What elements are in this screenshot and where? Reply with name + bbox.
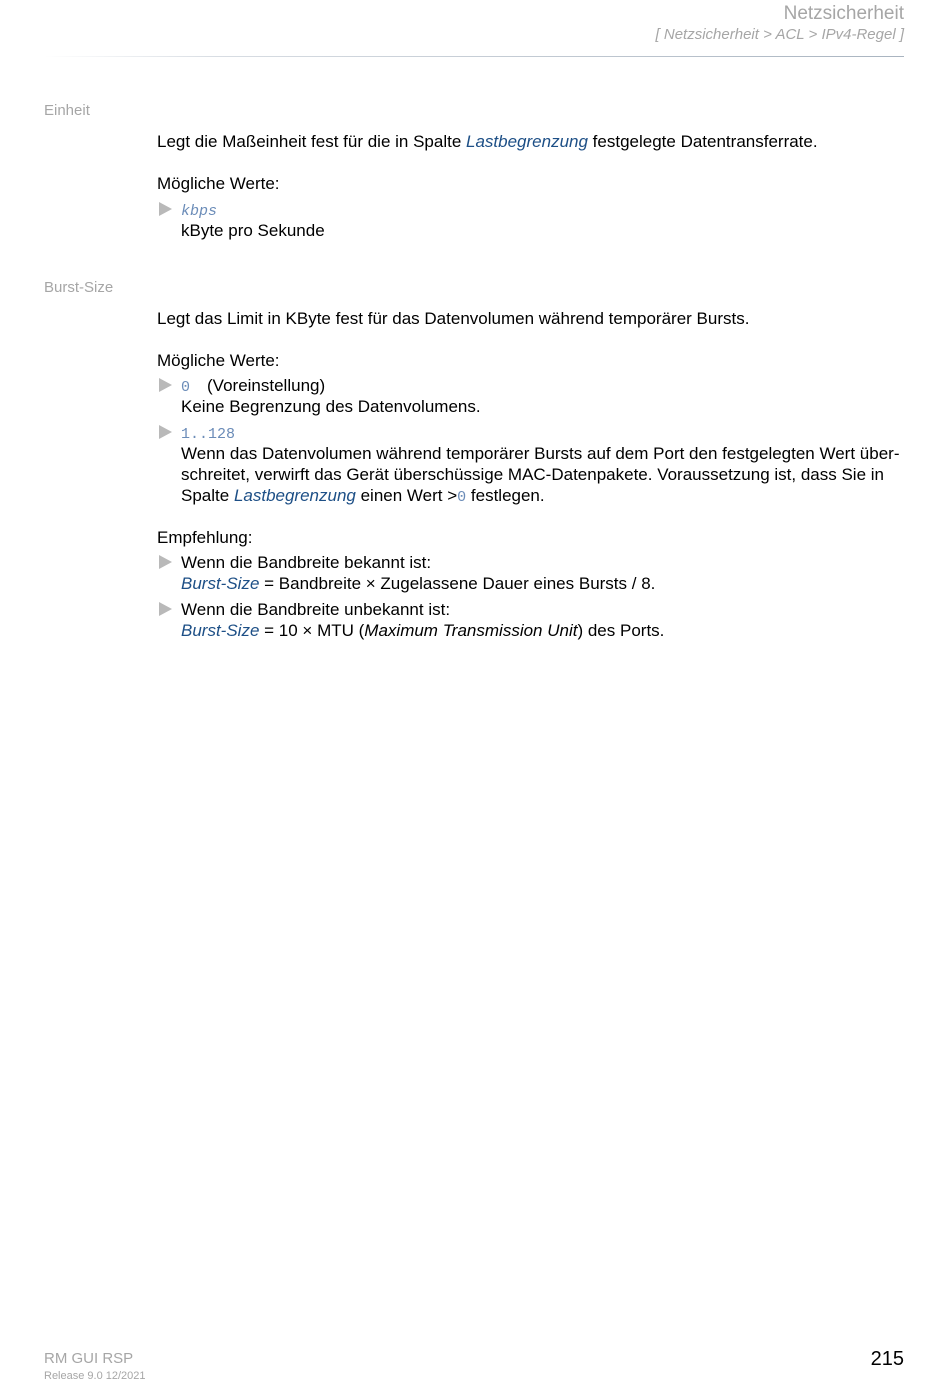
burst-values-heading: Mögliche Werte: xyxy=(157,351,280,370)
burst-value-0: 0 (Voreinstellung) xyxy=(181,376,326,396)
param-ref-lastbegrenzung: Lastbegrenzung xyxy=(466,132,588,151)
einheit-value-kbps: kbps xyxy=(181,203,218,220)
recommendation-unknown-formula: Burst-Size = 10 × MTU (Maximum Transmission Unit) des Ports. xyxy=(181,621,665,640)
breadcrumb: [ Netzsicherheit > ACL > IPv4-Regel ] xyxy=(655,26,904,43)
burst-value-range-desc-1: Wenn das Datenvolumen während temporärer Bursts auf dem Port den festgelegten Wert über- xyxy=(181,444,900,463)
page-number: 215 xyxy=(870,1348,904,1370)
section-label-einheit: Einheit xyxy=(44,102,90,119)
einheit-value-desc: kByte pro Sekunde xyxy=(181,221,325,240)
recommendation-known-formula: Burst-Size = Bandbreite × Zugelassene Dauer eines Bursts / 8. xyxy=(181,574,656,593)
bullet-triangle-icon xyxy=(159,378,172,392)
bullet-triangle-icon xyxy=(159,202,172,216)
recommendation-known-title: Wenn die Bandbreite bekannt ist: xyxy=(181,553,432,572)
header-divider xyxy=(44,56,904,57)
recommendation-heading: Empfehlung: xyxy=(157,528,253,547)
param-ref-lastbegrenzung: Lastbegrenzung xyxy=(233,486,356,505)
burst-value-range-desc-2: schreitet, verwirft das Gerät überschüssige MAC-Datenpakete. Voraussetzung ist, dass Sie in xyxy=(181,465,884,484)
burst-description: Legt das Limit in KByte fest für das Datenvolumen während temporärer Bursts. xyxy=(157,309,750,328)
burst-value-range-desc-3: Spalte Lastbegrenzung einen Wert >0 festlegen. xyxy=(181,486,545,506)
burst-value-0-desc: Keine Begrenzung des Datenvolumens. xyxy=(181,397,481,416)
einheit-description: Legt die Maßeinheit fest für die in Spalte Lastbegrenzung festgelegte Datentransferrate. xyxy=(157,132,818,151)
einheit-values-heading: Mögliche Werte: xyxy=(157,174,280,193)
burst-value-range: 1..128 xyxy=(181,426,236,443)
section-label-burst-size: Burst-Size xyxy=(44,279,114,296)
footer-document-name: RM GUI RSP xyxy=(44,1350,134,1367)
bullet-triangle-icon xyxy=(159,602,172,616)
param-ref-burst-size: Burst-Size xyxy=(181,574,260,593)
param-ref-burst-size: Burst-Size xyxy=(181,621,260,640)
bullet-triangle-icon xyxy=(159,425,172,439)
footer-release: Release 9.0 12/2021 xyxy=(44,1370,146,1382)
bullet-triangle-icon xyxy=(159,555,172,569)
page-header-title: Netzsicherheit xyxy=(783,3,904,24)
recommendation-unknown-title: Wenn die Bandbreite unbekannt ist: xyxy=(181,600,451,619)
